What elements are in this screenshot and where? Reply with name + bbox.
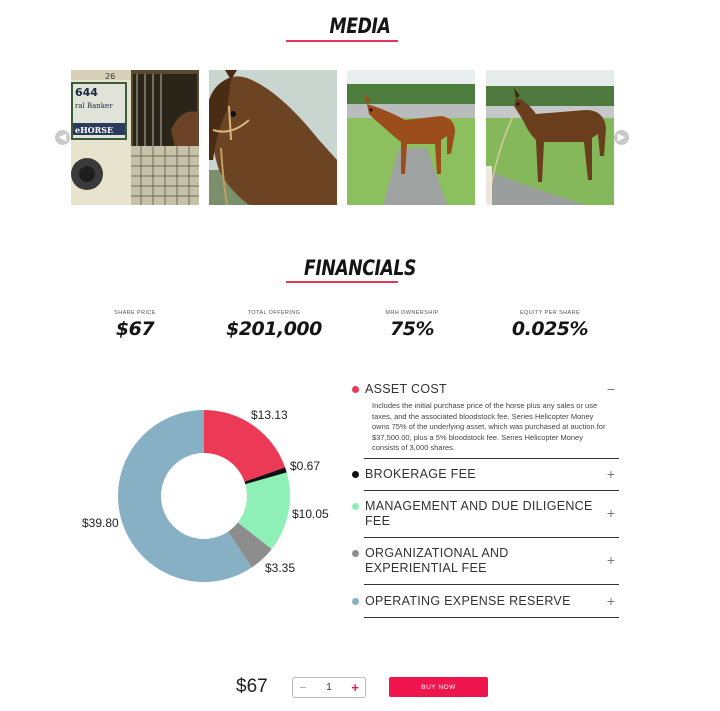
media-title-underline <box>286 40 398 42</box>
stat-label: TOTAL OFFERING <box>247 310 301 316</box>
carousel-next-button[interactable] <box>614 130 629 145</box>
quantity-input[interactable] <box>319 682 339 693</box>
accordion-divider <box>364 537 619 538</box>
stat-value: $201,000 <box>226 318 322 340</box>
financials-title-underline <box>286 281 398 283</box>
media-title: MEDIA <box>329 14 391 38</box>
stat-value: 0.025% <box>511 318 589 340</box>
accordion-title: OPERATING EXPENSE RESERVE <box>365 594 571 608</box>
accordion-header-asset-cost[interactable] <box>352 382 619 397</box>
legend-dot-blue-icon <box>352 598 359 605</box>
donut-label-asset-cost: $13.13 <box>251 408 288 422</box>
expand-icon[interactable]: + <box>606 505 615 521</box>
accordion-header-brokerage-fee[interactable] <box>352 467 619 482</box>
accordion-divider <box>364 617 619 618</box>
stall-number: 26 <box>105 72 116 81</box>
stat-share-price <box>65 310 205 340</box>
stat-value: $67 <box>115 318 155 340</box>
accordion-operating-reserve <box>352 594 619 609</box>
stat-label: SHARE PRICE <box>114 310 156 316</box>
accordion-organizational-fee <box>352 546 619 576</box>
media-photo-2[interactable] <box>209 70 337 205</box>
accordion-title: ORGANIZATIONAL AND EXPERIENTIAL FEE <box>365 546 509 575</box>
legend-dot-green-icon <box>352 503 359 510</box>
stat-mrh-ownership <box>342 310 482 340</box>
accordion-body-asset-cost: Includes the initial purchase price of the horse plus any sales or use taxes, and the associated bloodstock fee. Series Helicopter Money owns 75% of the underlying asset, which was purchased at auction for $37,500.00, plus a 5% bloodstock fee. Series Helicopter Money consists of 3,000 shares. <box>372 401 606 452</box>
accordion-asset-cost <box>352 382 619 454</box>
accordion-divider <box>364 458 619 459</box>
media-photo-3[interactable] <box>347 70 475 205</box>
accordion-title: ASSET COST <box>365 382 447 396</box>
buy-now-button[interactable]: BUY NOW <box>389 677 488 697</box>
carousel-prev-button[interactable] <box>55 130 70 145</box>
expand-icon[interactable]: + <box>606 593 615 609</box>
expand-icon[interactable]: + <box>606 552 615 568</box>
nameplate-line-2: eHORSE <box>75 125 114 135</box>
accordion-title: BROKERAGE FEE <box>365 467 476 481</box>
accordion-title: MANAGEMENT AND DUE DILIGENCE FEE <box>365 499 593 528</box>
quantity-stepper <box>292 677 366 698</box>
accordion-header-management-fee[interactable] <box>352 499 619 529</box>
accordion-divider <box>364 490 619 491</box>
stat-label: MRH OWNERSHIP <box>385 310 439 316</box>
donut-label-management-fee: $10.05 <box>292 507 329 521</box>
accordion-header-organizational-fee[interactable] <box>352 546 619 576</box>
donut-label-operating-reserve: $39.80 <box>82 516 119 530</box>
chevron-left-icon: ◀ <box>58 132 67 143</box>
accordion-brokerage-fee <box>352 467 619 482</box>
legend-dot-black-icon <box>352 471 359 478</box>
legend-dot-gray-icon <box>352 550 359 557</box>
media-photo-4[interactable] <box>486 70 614 205</box>
quantity-decrease-button[interactable]: − <box>299 680 307 695</box>
quantity-increase-button[interactable]: + <box>351 680 359 695</box>
share-price: $67 <box>236 676 268 697</box>
donut-label-organizational-fee: $3.35 <box>265 561 296 575</box>
accordion-management-fee <box>352 499 619 529</box>
stat-equity-per-share <box>480 310 620 340</box>
stat-total-offering <box>204 310 344 340</box>
stat-value: 75% <box>390 318 434 340</box>
stat-label: EQUITY PER SHARE <box>519 310 581 316</box>
nameplate-number: 644 <box>75 86 98 99</box>
expand-icon[interactable]: + <box>606 466 615 482</box>
accordion-header-operating-reserve[interactable] <box>352 594 619 609</box>
media-photo-1[interactable] <box>71 70 199 205</box>
collapse-icon[interactable]: − <box>606 381 615 397</box>
chevron-right-icon: ▶ <box>617 132 626 143</box>
financials-title: FINANCIALS <box>304 256 416 280</box>
donut-label-brokerage-fee: $0.67 <box>290 459 321 473</box>
legend-dot-red-icon <box>352 386 359 393</box>
accordion-divider <box>364 584 619 585</box>
nameplate-line-1: ral Banker <box>75 102 113 110</box>
